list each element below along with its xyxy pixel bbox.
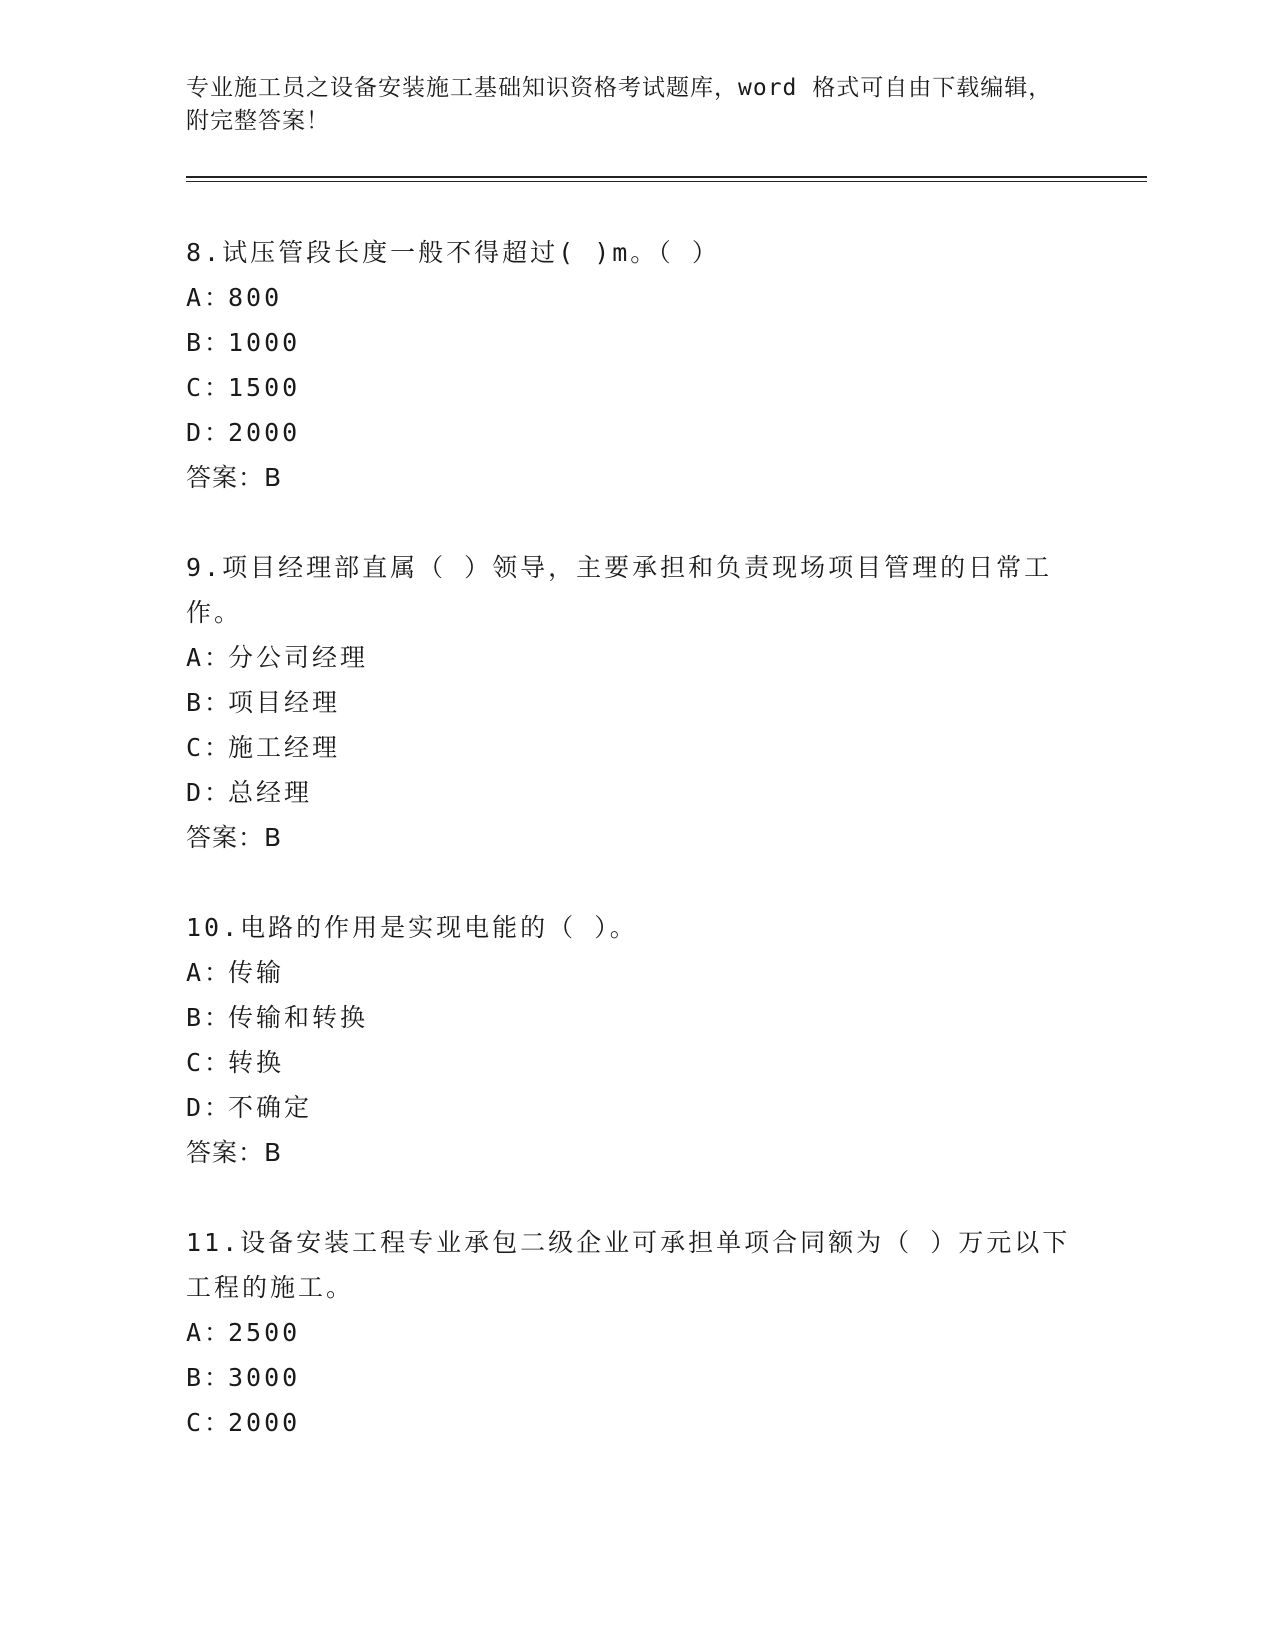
answer-line: 答案：B [186,463,283,492]
option-text: 项目经理 [228,688,341,717]
option-text: 2500 [228,1318,301,1347]
option-key: D： [186,418,233,447]
option-key: B： [186,328,233,357]
option-key: A： [186,643,233,672]
option-c [186,365,1086,410]
question-9 [186,545,1086,860]
option-key: A： [186,283,233,312]
option-c [186,1400,1086,1445]
option-text: 分公司经理 [228,643,369,672]
option-text: 3000 [228,1363,301,1392]
question-stem: 9.项目经理部直属（ ）领导，主要承担和负责现场项目管理的日常工作。 [186,553,1053,627]
option-key: B： [186,1363,233,1392]
question-stem: 8.试压管段长度一般不得超过( )m。（ ） [186,238,720,267]
option-text: 转换 [228,1048,285,1077]
option-key: B： [186,1003,233,1032]
header-line-2: 附完整答案！ [186,108,330,134]
option-text: 传输和转换 [228,1003,369,1032]
option-key: D： [186,778,233,807]
option-key: C： [186,1048,233,1077]
option-b [186,1355,1086,1400]
option-c [186,1040,1086,1085]
question-8 [186,230,1086,500]
option-text: 不确定 [228,1093,313,1122]
header-divider-thick [186,176,1147,178]
option-d [186,410,1086,455]
option-text: 1500 [228,373,301,402]
question-10 [186,905,1086,1175]
option-text: 传输 [228,958,285,987]
option-a [186,275,1086,320]
answer-line: 答案：B [186,823,283,852]
option-text: 施工经理 [228,733,341,762]
option-key: B： [186,688,233,717]
option-key: D： [186,1093,233,1122]
option-text: 2000 [228,1408,301,1437]
option-key: C： [186,733,233,762]
option-b [186,680,1086,725]
question-stem: 10.电路的作用是实现电能的（ ）。 [186,913,638,942]
question-11 [186,1220,1086,1445]
option-text: 2000 [228,418,301,447]
option-text: 总经理 [228,778,313,807]
option-b [186,320,1086,365]
question-stem: 11.设备安装工程专业承包二级企业可承担单项合同额为（ ）万元以下工程的施工。 [186,1228,1071,1302]
option-b [186,995,1086,1040]
option-a [186,1310,1086,1355]
option-d [186,1085,1086,1130]
answer-line: 答案：B [186,1138,283,1167]
option-a [186,950,1086,995]
option-c [186,725,1086,770]
option-key: C： [186,373,233,402]
option-d [186,770,1086,815]
option-text: 1000 [228,328,301,357]
option-key: C： [186,1408,233,1437]
option-text: 800 [228,283,283,312]
header-line-1: 专业施工员之设备安装施工基础知识资格考试题库，word 格式可自由下载编辑， [186,75,1053,101]
document-header [186,72,1086,138]
header-divider-thin [186,181,1147,182]
option-key: A： [186,1318,233,1347]
option-key: A： [186,958,233,987]
option-a [186,635,1086,680]
